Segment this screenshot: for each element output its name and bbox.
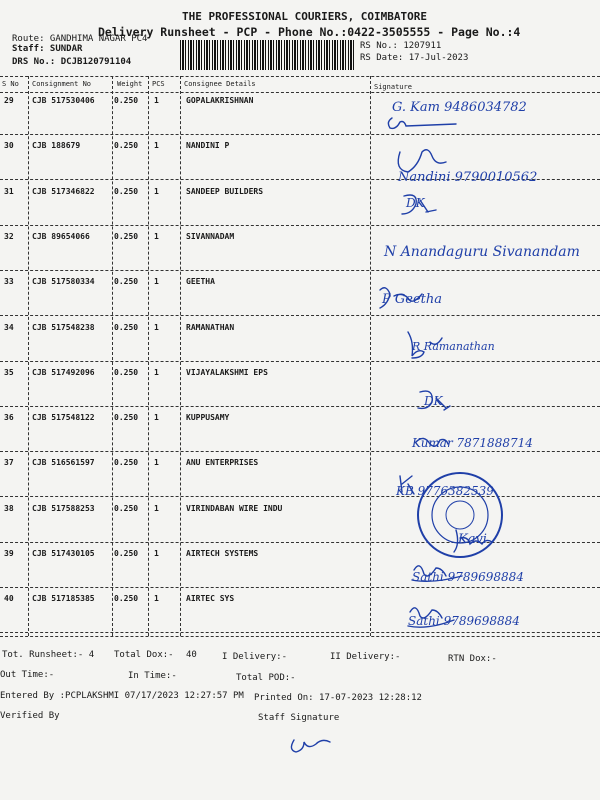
row-divider xyxy=(0,496,600,497)
row-pcs: 1 xyxy=(154,187,159,196)
row-consignee: NANDINI P xyxy=(186,141,230,150)
signature-text-34: R Ramanathan xyxy=(412,340,495,353)
drs-number: DRS No.: DCJB120791104 xyxy=(12,57,132,67)
row-consignee: AIRTECH SYSTEMS xyxy=(186,549,259,558)
row-consignee: RAMANATHAN xyxy=(186,323,235,332)
row-consignment: CJB 517346822 xyxy=(32,187,95,196)
verified-by: Verified By xyxy=(0,711,60,721)
row-weight: 0.250 xyxy=(114,458,139,467)
row-consignee: GOPALAKRISHNAN xyxy=(186,96,254,105)
col-divider xyxy=(148,76,149,636)
col-divider xyxy=(28,76,29,636)
signature-text-32: N Anandaguru Sivanandam xyxy=(384,244,580,260)
runsheet-title: Delivery Runsheet - PCP - Phone No.:0422-3505555 - Page No.:4 xyxy=(98,25,521,39)
row-consignment: CJB 188679 xyxy=(32,141,81,150)
row-weight: 0.250 xyxy=(114,594,139,603)
col-signature: Signature xyxy=(374,83,412,91)
row-consignment: CJB 517530406 xyxy=(32,96,95,105)
row-consignment: CJB 89654066 xyxy=(32,232,90,241)
row-sno: 40 xyxy=(4,594,14,603)
row-sno: 39 xyxy=(4,549,14,558)
row-sno: 38 xyxy=(4,504,14,513)
row-pcs: 1 xyxy=(154,323,159,332)
ii-delivery: II Delivery:- xyxy=(330,652,401,662)
row-consignment: CJB 517588253 xyxy=(32,504,95,513)
i-delivery: I Delivery:- xyxy=(222,652,288,662)
signature-phone-29: G. Kam 9486034782 xyxy=(392,100,527,115)
total-dox-value: 40 xyxy=(186,650,197,660)
row-pcs: 1 xyxy=(154,277,159,286)
signature-text-35: DK xyxy=(424,394,443,408)
row-consignee: VIJAYALAKSHMI EPS xyxy=(186,368,268,377)
col-divider xyxy=(370,76,371,636)
row-sno: 35 xyxy=(4,368,14,377)
row-divider xyxy=(0,451,600,452)
row-pcs: 1 xyxy=(154,368,159,377)
header-top-rule xyxy=(0,76,600,77)
entered-by: Entered By :PCPLAKSHMI 07/17/2023 12:27:57 PM xyxy=(0,691,244,701)
row-pcs: 1 xyxy=(154,549,159,558)
row-consignee: KUPPUSAMY xyxy=(186,413,230,422)
row-weight: 0.250 xyxy=(114,413,139,422)
staff-label: Staff: SUNDAR xyxy=(12,44,83,54)
row-divider xyxy=(0,632,600,633)
row-weight: 0.250 xyxy=(114,323,139,332)
signature-text-38: Kavi xyxy=(458,532,487,547)
row-consignee: AIRTEC SYS xyxy=(186,594,235,603)
row-consignee: GEETHA xyxy=(186,277,215,286)
row-weight: 0.250 xyxy=(114,187,139,196)
route-label: Route: GANDHIMA NAGAR PC4 xyxy=(12,34,148,44)
signature-phone-30: Nandini 9790010562 xyxy=(398,170,538,185)
row-weight: 0.250 xyxy=(114,504,139,513)
row-weight: 0.250 xyxy=(114,277,139,286)
row-sno: 34 xyxy=(4,323,14,332)
col-sno: S No xyxy=(2,80,19,88)
row-consignee: SANDEEP BUILDERS xyxy=(186,187,264,196)
signature-phone-37: KB 9776382539 xyxy=(396,484,494,498)
row-divider xyxy=(0,134,600,135)
row-sno: 37 xyxy=(4,458,14,467)
row-pcs: 1 xyxy=(154,594,159,603)
row-sno: 36 xyxy=(4,413,14,422)
row-pcs: 1 xyxy=(154,96,159,105)
col-divider xyxy=(180,76,181,636)
rtn-dox: RTN Dox:- xyxy=(448,654,497,664)
row-divider xyxy=(0,587,600,588)
rs-date: RS Date: 17-Jul-2023 xyxy=(360,53,469,63)
row-sno: 30 xyxy=(4,141,14,150)
signature-phone-36: Kumar 7871888714 xyxy=(412,436,533,450)
row-consignment: CJB 516561597 xyxy=(32,458,95,467)
header-bottom-rule xyxy=(0,92,600,93)
printed-on: Printed On: 17-07-2023 12:28:12 xyxy=(254,693,422,703)
col-pcs: PCS xyxy=(152,80,165,88)
row-pcs: 1 xyxy=(154,232,159,241)
signature-text-31: DK xyxy=(406,196,425,210)
row-sno: 31 xyxy=(4,187,14,196)
row-divider xyxy=(0,225,600,226)
row-consignee: VIRINDABAN WIRE INDU xyxy=(186,504,283,513)
row-consignment: CJB 517548238 xyxy=(32,323,95,332)
row-consignment: CJB 517492096 xyxy=(32,368,95,377)
company-title: THE PROFESSIONAL COURIERS, COIMBATORE xyxy=(182,10,428,23)
row-divider xyxy=(0,315,600,316)
footer-rule xyxy=(0,636,600,637)
sig-30-mark xyxy=(398,150,446,172)
col-consignee: Consignee Details xyxy=(184,80,256,88)
out-time: Out Time:- xyxy=(0,670,55,680)
col-divider xyxy=(112,76,113,636)
signature-text-33: P Geetha xyxy=(382,292,442,307)
tot-runsheet: Tot. Runsheet:- 4 xyxy=(2,650,95,660)
row-consignee: SIVANNADAM xyxy=(186,232,235,241)
row-sno: 32 xyxy=(4,232,14,241)
row-divider xyxy=(0,542,600,543)
row-pcs: 1 xyxy=(154,504,159,513)
barcode-image xyxy=(180,40,355,70)
col-weight: Weight xyxy=(117,80,143,88)
staff-signature-mark xyxy=(291,740,330,752)
row-sno: 33 xyxy=(4,277,14,286)
total-pod: Total POD:- xyxy=(236,673,296,683)
row-consignee: ANU ENTERPRISES xyxy=(186,458,259,467)
signature-phone-40: Sathi 9789698884 xyxy=(408,614,520,628)
rs-number: RS No.: 1207911 xyxy=(360,41,442,51)
row-consignment: CJB 517430105 xyxy=(32,549,95,558)
row-divider xyxy=(0,270,600,271)
staff-signature-label: Staff Signature xyxy=(258,713,340,723)
in-time: In Time:- xyxy=(128,671,177,681)
col-consignment: Consignment No xyxy=(32,80,92,88)
row-consignment: CJB 517548122 xyxy=(32,413,95,422)
row-sno: 29 xyxy=(4,96,14,105)
row-consignment: CJB 517580334 xyxy=(32,277,95,286)
row-weight: 0.250 xyxy=(114,141,139,150)
total-dox-label: Total Dox:- xyxy=(114,650,174,660)
sig-29-mark xyxy=(388,118,456,128)
row-divider xyxy=(0,406,600,407)
row-consignment: CJB 517185385 xyxy=(32,594,95,603)
signature-phone-39: Sathi 9789698884 xyxy=(412,570,524,584)
row-weight: 0.250 xyxy=(114,549,139,558)
row-pcs: 1 xyxy=(154,413,159,422)
row-weight: 0.250 xyxy=(114,232,139,241)
row-divider xyxy=(0,361,600,362)
row-weight: 0.250 xyxy=(114,368,139,377)
row-weight: 0.250 xyxy=(114,96,139,105)
row-pcs: 1 xyxy=(154,458,159,467)
row-pcs: 1 xyxy=(154,141,159,150)
